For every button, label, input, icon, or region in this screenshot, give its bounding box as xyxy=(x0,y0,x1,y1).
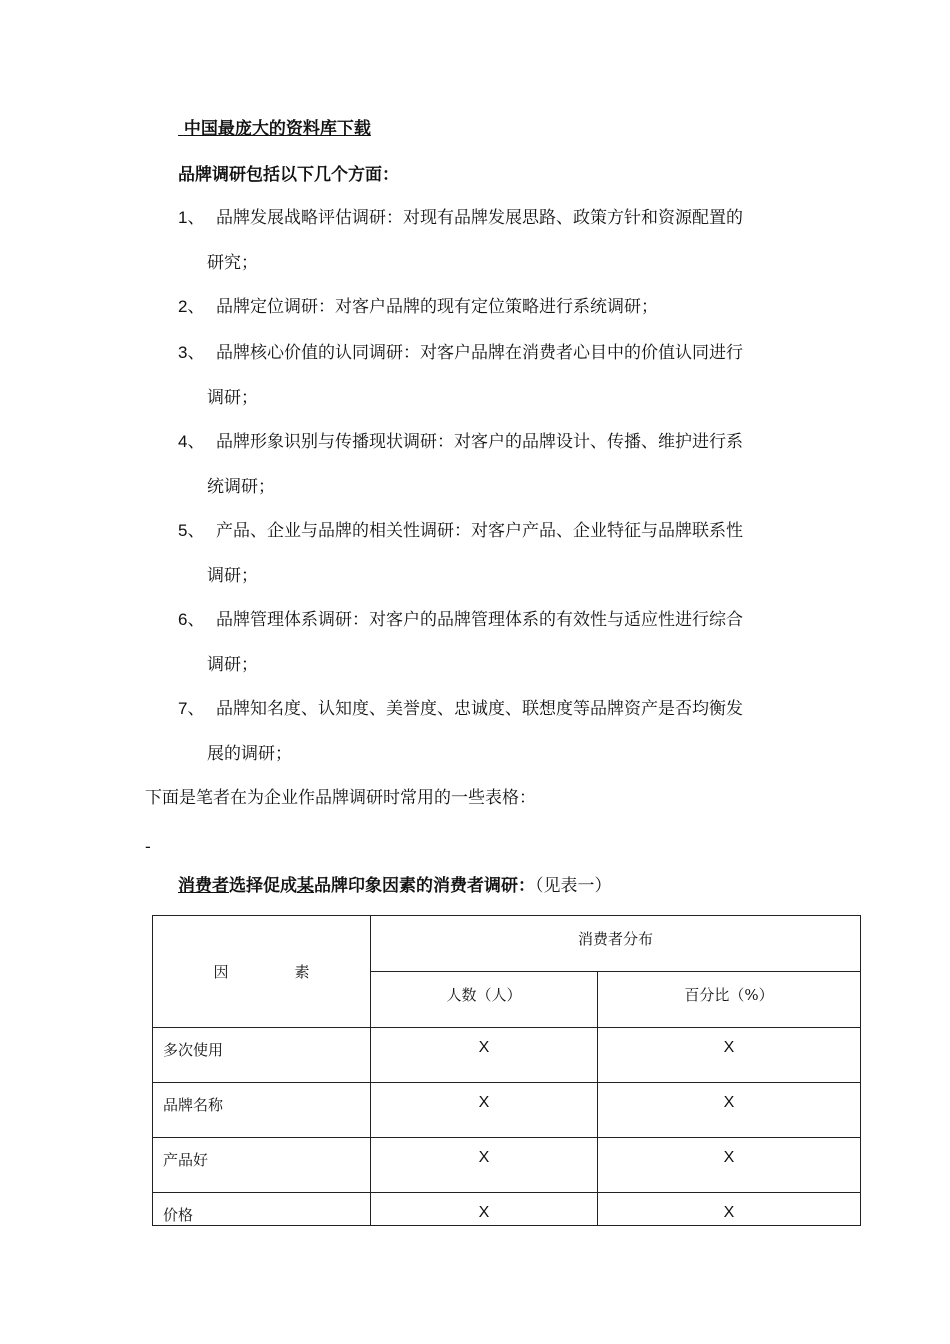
factor-cell: 价格 xyxy=(153,1193,371,1226)
list-item-text: 品牌定位调研：对客户品牌的现有定位策略进行系统调研； xyxy=(216,297,658,317)
count-cell: X xyxy=(371,1028,598,1083)
factor-cell: 多次使用 xyxy=(153,1028,371,1083)
list-item-text: 产品、企业与品牌的相关性调研：对客户产品、企业特征与品牌联系性 xyxy=(216,521,743,541)
list-item-number: 3、 xyxy=(178,343,205,362)
list-item-number: 5、 xyxy=(178,521,205,540)
caption-part: 品牌印象因素的消费者调研： xyxy=(314,876,535,896)
factor-header-char: 素 xyxy=(294,963,310,981)
table-row xyxy=(153,1083,861,1138)
list-item xyxy=(178,296,658,318)
list-item-text: 品牌知名度、认知度、美誉度、忠诚度、联想度等品牌资产是否均衡发 xyxy=(216,699,743,719)
count-cell: X xyxy=(371,1193,598,1226)
list-item-continuation: 统调研； xyxy=(207,477,275,497)
list-item-text: 品牌发展战略评估调研：对现有品牌发展思路、政策方针和资源配置的 xyxy=(216,208,743,228)
percent-cell: X xyxy=(598,1138,861,1193)
list-item-text: 品牌形象识别与传播现状调研：对客户的品牌设计、传播、维护进行系 xyxy=(216,432,743,452)
list-item-continuation: 调研； xyxy=(207,566,258,586)
caption-part: 消费者 xyxy=(178,876,229,896)
list-item-continuation: 研究； xyxy=(207,253,258,273)
list-item-number: 7、 xyxy=(178,699,205,718)
percent-cell: X xyxy=(598,1083,861,1138)
list-item xyxy=(178,207,743,229)
list-item-number: 4、 xyxy=(178,432,205,451)
list-item-number: 6、 xyxy=(178,610,205,629)
caption-part: 选择促成 xyxy=(229,876,297,896)
list-item xyxy=(178,520,743,542)
count-column-header: 人数（人） xyxy=(371,972,598,1028)
factor-header xyxy=(153,916,371,1028)
intro-heading: 品牌调研包括以下几个方面： xyxy=(178,165,399,185)
list-item xyxy=(178,698,743,720)
list-item-number: 2、 xyxy=(178,297,205,316)
list-item xyxy=(178,431,743,453)
factor-cell: 品牌名称 xyxy=(153,1083,371,1138)
count-cell: X xyxy=(371,1138,598,1193)
percent-column-header: 百分比（%） xyxy=(598,972,861,1028)
list-item-text: 品牌管理体系调研：对客户的品牌管理体系的有效性与适应性进行综合 xyxy=(216,610,743,630)
survey-table xyxy=(152,915,861,1226)
list-item-continuation: 调研； xyxy=(207,655,258,675)
caption-reference: （见表一） xyxy=(535,876,612,896)
table-caption xyxy=(178,875,612,897)
caption-part: 某 xyxy=(297,876,314,896)
list-item-continuation: 调研； xyxy=(207,388,258,408)
count-cell: X xyxy=(371,1083,598,1138)
factor-header-char: 因 xyxy=(213,963,229,981)
list-item-text: 品牌核心价值的认同调研：对客户品牌在消费者心目中的价值认同进行 xyxy=(216,343,743,363)
header-link[interactable]: 中国最庞大的资料库下载 xyxy=(183,119,371,139)
table-row xyxy=(153,1028,861,1083)
consumer-distribution-header: 消费者分布 xyxy=(371,916,861,972)
list-item-number: 1、 xyxy=(178,208,205,227)
table-row xyxy=(153,1138,861,1193)
separator-dash: - xyxy=(145,837,151,857)
table-intro: 下面是笔者在为企业作品牌调研时常用的一些表格： xyxy=(145,788,536,808)
percent-cell: X xyxy=(598,1193,861,1226)
list-item xyxy=(178,609,743,631)
table-header-row xyxy=(153,916,861,972)
list-item-continuation: 展的调研； xyxy=(207,744,292,764)
list-item xyxy=(178,342,743,364)
factor-cell: 产品好 xyxy=(153,1138,371,1193)
table-row xyxy=(153,1193,861,1226)
percent-cell: X xyxy=(598,1028,861,1083)
